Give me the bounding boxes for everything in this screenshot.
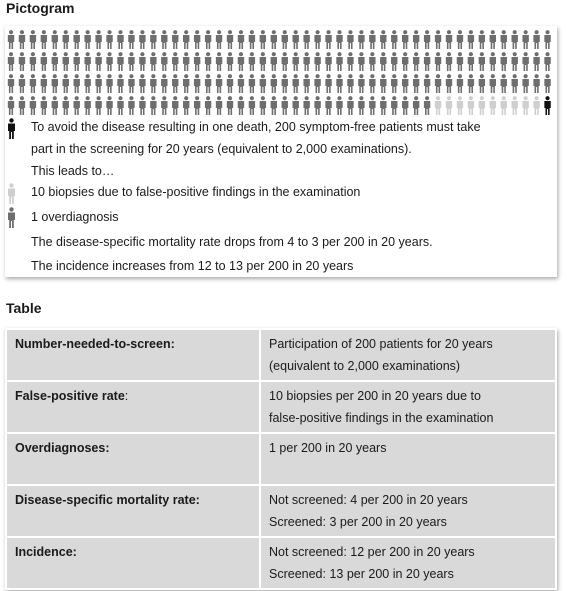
light-gray-person-icon [7, 183, 16, 205]
row-label-text: Number-needed-to-screen: [15, 337, 175, 351]
dark-gray-person-icon [446, 52, 452, 71]
legend-text-line: part in the screening for 20 years (equivalent to 2,000 examinations). [31, 142, 412, 156]
dark-gray-person-icon [41, 96, 47, 115]
dark-gray-person-icon [501, 52, 507, 71]
dark-gray-person-icon [8, 30, 14, 49]
dark-gray-person-icon [106, 96, 112, 115]
legend-row-biopsies [31, 184, 360, 201]
dark-gray-person-icon [522, 30, 528, 49]
dark-gray-person-icon [347, 96, 353, 115]
dark-gray-person-icon [84, 96, 90, 115]
legend-text-line: 10 biopsies due to false-positive findings in the examination [31, 185, 361, 199]
black-person-icon [7, 118, 16, 140]
dark-gray-person-icon [227, 74, 233, 93]
dark-gray-person-icon [74, 96, 80, 115]
dark-gray-person-icon [424, 30, 430, 49]
dark-gray-person-icon [161, 74, 167, 93]
dark-gray-person-icon [544, 52, 550, 71]
pictogram-panel [5, 26, 557, 277]
dark-gray-person-icon [336, 74, 342, 93]
dark-gray-person-icon [544, 74, 550, 93]
dark-gray-person-icon [336, 52, 342, 71]
dark-gray-person-icon [205, 30, 211, 49]
dark-gray-person-icon [271, 30, 277, 49]
dark-gray-person-icon [457, 30, 463, 49]
dark-gray-person-icon [424, 96, 430, 115]
dark-gray-person-icon [183, 30, 189, 49]
dark-gray-person-icon [347, 74, 353, 93]
dark-gray-person-icon [7, 207, 16, 229]
dark-gray-person-icon [216, 96, 222, 115]
dark-gray-person-icon [413, 96, 419, 115]
dark-gray-person-icon [325, 52, 331, 71]
dark-gray-person-icon [260, 96, 266, 115]
dark-gray-person-icon [52, 74, 58, 93]
summary-table [5, 328, 557, 590]
dark-gray-person-icon [194, 96, 200, 115]
dark-gray-person-icon [435, 52, 441, 71]
dark-gray-person-icon [106, 52, 112, 71]
table-row-value [260, 329, 556, 381]
dark-gray-person-icon [41, 30, 47, 49]
row-label-colon: : [124, 389, 129, 403]
dark-gray-person-icon [117, 96, 123, 115]
table-row-label [6, 485, 260, 537]
dark-gray-person-icon [358, 96, 364, 115]
dark-gray-person-icon [391, 74, 397, 93]
dark-gray-person-icon [369, 96, 375, 115]
dark-gray-person-icon [260, 74, 266, 93]
row-value-line: 10 biopsies per 200 in 20 years due to [269, 389, 481, 403]
light-gray-person-icon [512, 96, 518, 115]
dark-gray-person-icon [533, 52, 539, 71]
dark-gray-person-icon [216, 52, 222, 71]
dark-gray-person-icon [282, 52, 288, 71]
legend-text-line: To avoid the disease resulting in one death, 200 symptom-free patients must take [31, 120, 481, 134]
dark-gray-person-icon [282, 30, 288, 49]
dark-gray-person-icon [172, 96, 178, 115]
dark-gray-person-icon [501, 30, 507, 49]
dark-gray-person-icon [347, 30, 353, 49]
dark-gray-person-icon [8, 96, 14, 115]
light-gray-person-icon [435, 96, 441, 115]
dark-gray-person-icon [227, 52, 233, 71]
dark-gray-person-icon [293, 74, 299, 93]
dark-gray-person-icon [446, 74, 452, 93]
dark-gray-person-icon [369, 74, 375, 93]
dark-gray-person-icon [293, 52, 299, 71]
dark-gray-person-icon [358, 52, 364, 71]
dark-gray-person-icon [139, 30, 145, 49]
dark-gray-person-icon [41, 52, 47, 71]
dark-gray-person-icon [106, 74, 112, 93]
dark-gray-person-icon [238, 74, 244, 93]
legend-row-mortality [31, 234, 433, 251]
dark-gray-person-icon [446, 30, 452, 49]
dark-gray-person-icon [84, 74, 90, 93]
dark-gray-person-icon [490, 74, 496, 93]
light-gray-person-icon [522, 96, 528, 115]
dark-gray-person-icon [19, 74, 25, 93]
legend-text-line: 1 overdiagnosis [31, 210, 119, 224]
dark-gray-person-icon [380, 30, 386, 49]
dark-gray-person-icon [249, 96, 255, 115]
legend-row-overdiagnosis [31, 209, 119, 226]
dark-gray-person-icon [435, 74, 441, 93]
dark-gray-person-icon [479, 52, 485, 71]
dark-gray-person-icon [205, 52, 211, 71]
light-gray-person-icon [457, 96, 463, 115]
dark-gray-person-icon [128, 74, 134, 93]
row-value-line: Participation of 200 patients for 20 years [269, 337, 493, 351]
dark-gray-person-icon [282, 96, 288, 115]
dark-gray-person-icon [457, 74, 463, 93]
row-label-text: Overdiagnoses: [15, 441, 110, 455]
dark-gray-person-icon [172, 30, 178, 49]
dark-gray-person-icon [303, 96, 309, 115]
dark-gray-person-icon [249, 74, 255, 93]
table-row [6, 433, 556, 485]
dark-gray-person-icon [314, 96, 320, 115]
dark-gray-person-icon [435, 30, 441, 49]
legend-text-line: This leads to… [31, 164, 115, 178]
dark-gray-person-icon [249, 52, 255, 71]
light-gray-person-icon [501, 96, 507, 115]
dark-gray-person-icon [194, 30, 200, 49]
dark-gray-person-icon [336, 30, 342, 49]
dark-gray-person-icon [128, 52, 134, 71]
legend-row-leads-to [31, 163, 114, 180]
dark-gray-person-icon [19, 96, 25, 115]
dark-gray-person-icon [84, 52, 90, 71]
row-value-line: Not screened: 12 per 200 in 20 years [269, 545, 475, 559]
dark-gray-person-icon [150, 52, 156, 71]
light-gray-person-icon [479, 96, 485, 115]
dark-gray-person-icon [30, 96, 36, 115]
row-value-line: Screened: 3 per 200 in 20 years [269, 515, 447, 529]
dark-gray-person-icon [369, 30, 375, 49]
dark-gray-person-icon [30, 74, 36, 93]
pictogram-title: Pictogram [6, 0, 75, 16]
dark-gray-person-icon [117, 52, 123, 71]
row-value-line: Screened: 13 per 200 in 20 years [269, 567, 454, 581]
dark-gray-person-icon [52, 30, 58, 49]
table-title: Table [6, 300, 42, 316]
table-row [6, 381, 556, 433]
dark-gray-person-icon [303, 52, 309, 71]
dark-gray-person-icon [84, 30, 90, 49]
dark-gray-person-icon [150, 30, 156, 49]
dark-gray-person-icon [216, 74, 222, 93]
dark-gray-person-icon [544, 30, 550, 49]
dark-gray-person-icon [183, 52, 189, 71]
dark-gray-person-icon [139, 52, 145, 71]
row-value-line: Not screened: 4 per 200 in 20 years [269, 493, 468, 507]
dark-gray-person-icon [139, 96, 145, 115]
dark-gray-person-icon [314, 30, 320, 49]
dark-gray-person-icon [479, 30, 485, 49]
dark-gray-person-icon [205, 96, 211, 115]
dark-gray-person-icon [74, 30, 80, 49]
dark-gray-person-icon [303, 30, 309, 49]
dark-gray-person-icon [271, 96, 277, 115]
dark-gray-person-icon [117, 74, 123, 93]
row-value-line: (equivalent to 2,000 examinations) [269, 359, 461, 373]
light-gray-person-icon [468, 96, 474, 115]
dark-gray-person-icon [63, 30, 69, 49]
dark-gray-person-icon [314, 74, 320, 93]
table-row-label [6, 381, 260, 433]
dark-gray-person-icon [52, 96, 58, 115]
dark-gray-person-icon [52, 52, 58, 71]
legend-row-one-death [31, 119, 481, 136]
dark-gray-person-icon [293, 30, 299, 49]
dark-gray-person-icon [63, 52, 69, 71]
dark-gray-person-icon [380, 74, 386, 93]
dark-gray-person-icon [501, 74, 507, 93]
dark-gray-person-icon [424, 52, 430, 71]
table-row [6, 537, 556, 589]
dark-gray-person-icon [117, 30, 123, 49]
dark-gray-person-icon [172, 74, 178, 93]
dark-gray-person-icon [106, 30, 112, 49]
dark-gray-person-icon [347, 52, 353, 71]
dark-gray-person-icon [490, 52, 496, 71]
dark-gray-person-icon [95, 74, 101, 93]
dark-gray-person-icon [128, 30, 134, 49]
dark-gray-person-icon [413, 30, 419, 49]
dark-gray-person-icon [468, 30, 474, 49]
dark-gray-person-icon [303, 74, 309, 93]
table-row-label [6, 329, 260, 381]
dark-gray-person-icon [533, 74, 539, 93]
dark-gray-person-icon [402, 96, 408, 115]
dark-gray-person-icon [391, 96, 397, 115]
dark-gray-person-icon [479, 74, 485, 93]
legend-row-one-death-cont [31, 141, 412, 158]
dark-gray-person-icon [413, 52, 419, 71]
row-value-line: 1 per 200 in 20 years [269, 441, 387, 455]
dark-gray-person-icon [194, 52, 200, 71]
dark-gray-person-icon [238, 30, 244, 49]
dark-gray-person-icon [30, 30, 36, 49]
dark-gray-person-icon [314, 52, 320, 71]
dark-gray-person-icon [424, 74, 430, 93]
dark-gray-person-icon [402, 30, 408, 49]
row-label-text: Disease-specific mortality rate: [15, 493, 200, 507]
light-gray-person-icon [446, 96, 452, 115]
dark-gray-person-icon [380, 96, 386, 115]
dark-gray-person-icon [468, 74, 474, 93]
dark-gray-person-icon [63, 96, 69, 115]
dark-gray-person-icon [260, 30, 266, 49]
dark-gray-person-icon [358, 74, 364, 93]
dark-gray-person-icon [161, 30, 167, 49]
dark-gray-person-icon [391, 30, 397, 49]
dark-gray-person-icon [216, 30, 222, 49]
dark-gray-person-icon [522, 74, 528, 93]
dark-gray-person-icon [402, 74, 408, 93]
dark-gray-person-icon [325, 96, 331, 115]
dark-gray-person-icon [30, 52, 36, 71]
table-row-value [260, 381, 556, 433]
table-row-value [260, 485, 556, 537]
dark-gray-person-icon [41, 74, 47, 93]
dark-gray-person-icon [128, 96, 134, 115]
dark-gray-person-icon [205, 74, 211, 93]
black-person-icon [544, 96, 550, 115]
dark-gray-person-icon [161, 96, 167, 115]
dark-gray-person-icon [533, 30, 539, 49]
dark-gray-person-icon [150, 74, 156, 93]
dark-gray-person-icon [194, 74, 200, 93]
dark-gray-person-icon [139, 74, 145, 93]
dark-gray-person-icon [74, 74, 80, 93]
dark-gray-person-icon [380, 52, 386, 71]
dark-gray-person-icon [227, 96, 233, 115]
dark-gray-person-icon [238, 96, 244, 115]
dark-gray-person-icon [8, 52, 14, 71]
dark-gray-person-icon [282, 74, 288, 93]
dark-gray-person-icon [95, 30, 101, 49]
dark-gray-person-icon [271, 52, 277, 71]
dark-gray-person-icon [413, 74, 419, 93]
row-value-line: false-positive findings in the examination [269, 411, 494, 425]
dark-gray-person-icon [183, 74, 189, 93]
table-row-label [6, 537, 260, 589]
dark-gray-person-icon [325, 74, 331, 93]
legend-text-line: The incidence increases from 12 to 13 per 200 in 20 years [31, 259, 354, 273]
dark-gray-person-icon [95, 52, 101, 71]
dark-gray-person-icon [293, 96, 299, 115]
dark-gray-person-icon [161, 52, 167, 71]
dark-gray-person-icon [358, 30, 364, 49]
table-row-value [260, 433, 556, 485]
table-row [6, 329, 556, 381]
dark-gray-person-icon [172, 52, 178, 71]
dark-gray-person-icon [183, 96, 189, 115]
dark-gray-person-icon [249, 30, 255, 49]
dark-gray-person-icon [95, 96, 101, 115]
dark-gray-person-icon [468, 52, 474, 71]
legend-text-line: The disease-specific mortality rate drops from 4 to 3 per 200 in 20 years. [31, 235, 433, 249]
dark-gray-person-icon [391, 52, 397, 71]
dark-gray-person-icon [402, 52, 408, 71]
dark-gray-person-icon [336, 96, 342, 115]
table-row [6, 485, 556, 537]
table-row-value [260, 537, 556, 589]
dark-gray-person-icon [260, 52, 266, 71]
person-icon-grid [5, 26, 557, 126]
row-label-text: Incidence: [15, 545, 77, 559]
dark-gray-person-icon [457, 52, 463, 71]
legend-row-incidence [31, 258, 353, 275]
dark-gray-person-icon [19, 52, 25, 71]
dark-gray-person-icon [522, 52, 528, 71]
light-gray-person-icon [533, 96, 539, 115]
dark-gray-person-icon [512, 74, 518, 93]
dark-gray-person-icon [369, 52, 375, 71]
dark-gray-person-icon [19, 30, 25, 49]
dark-gray-person-icon [490, 30, 496, 49]
dark-gray-person-icon [227, 30, 233, 49]
row-label-text: False-positive rate [15, 389, 125, 403]
dark-gray-person-icon [512, 30, 518, 49]
dark-gray-person-icon [512, 52, 518, 71]
dark-gray-person-icon [63, 74, 69, 93]
dark-gray-person-icon [150, 96, 156, 115]
dark-gray-person-icon [74, 52, 80, 71]
dark-gray-person-icon [325, 30, 331, 49]
dark-gray-person-icon [238, 52, 244, 71]
light-gray-person-icon [490, 96, 496, 115]
dark-gray-person-icon [271, 74, 277, 93]
dark-gray-person-icon [8, 74, 14, 93]
table-panel [5, 328, 557, 590]
table-row-label [6, 433, 260, 485]
